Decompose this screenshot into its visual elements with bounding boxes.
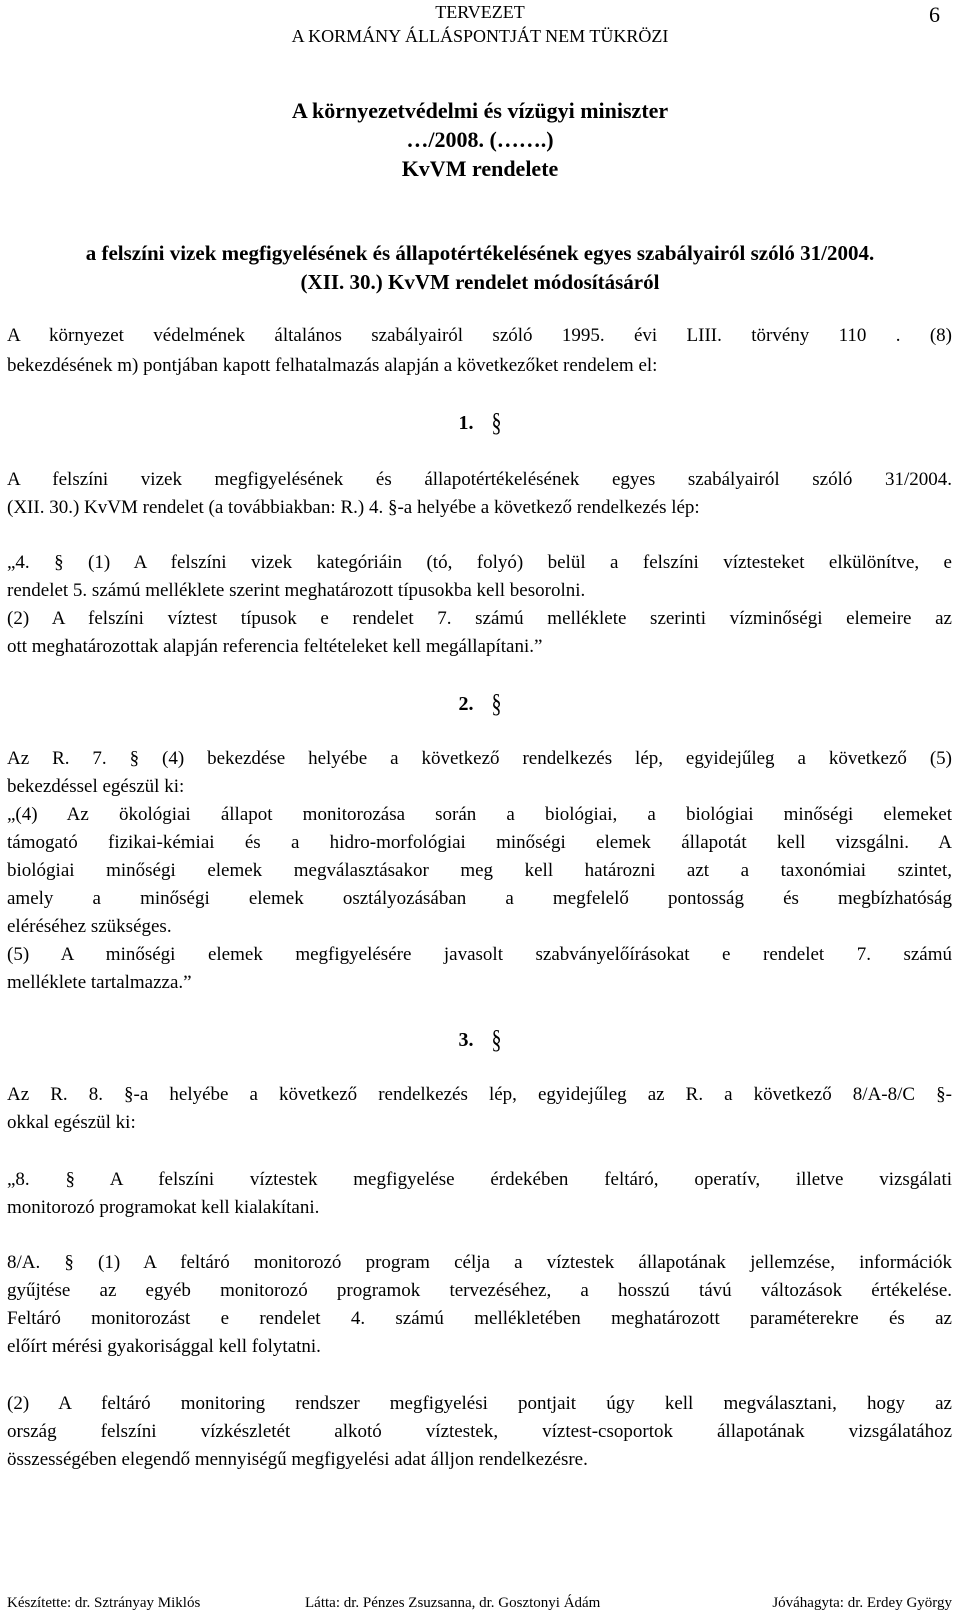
body-line: összességében elegendő mennyiségű megfigyelési adat álljon rendelkezésre. <box>7 1449 588 1470</box>
body-line: (XII. 30.) KvVM rendelet (a továbbiakban: R.) 4. §-a helyébe a következő rendelkezés lép: <box>7 497 700 518</box>
title-minister: A környezetvédelmi és vízügyi miniszter <box>291 98 669 123</box>
body-line: ország felszíni vízkészletét alkotó víztestek, víztest-csoportok állapotának vizsgálatához <box>7 1421 952 1442</box>
page-header <box>240 0 720 48</box>
body-line: ott meghatározottak alapján referencia feltételeket kell megállapítani.” <box>7 636 543 657</box>
subject-line-1: a felszíni vizek megfigyelésének és állapotértékelésének egyes szabályairól szóló 31/2004. <box>85 241 875 265</box>
subject-line-2: (XII. 30.) KvVM rendelet módosításáról <box>300 270 660 294</box>
section-symbol: § <box>491 689 502 719</box>
section-2-number: 2. <box>458 693 474 715</box>
preamble-line-2: bekezdésének m) pontjában kapott felhatalmazás alapján a következőket rendelem el: <box>7 355 658 376</box>
body-line: előírt mérési gyakorisággal kell folytatni. <box>7 1336 321 1357</box>
section-1-number: 1. <box>458 412 474 434</box>
footer-prepared-by: Készítette: dr. Sztrányay Miklós <box>7 1595 201 1611</box>
body-line: Az R. 7. § (4) bekezdése helyébe a következő rendelkezés lép, egyidejűleg a következő (5) <box>7 748 952 769</box>
body-line: A felszíni vizek megfigyelésének és állapotértékelésének egyes szabályairól szóló 31/2004. <box>7 469 952 490</box>
body-line: monitorozó programokat kell kialakítani. <box>7 1197 320 1218</box>
body-line: rendelet 5. számú melléklete szerint meghatározott típusokba kell besorolni. <box>7 580 586 601</box>
body-line: (5) A minőségi elemek megfigyelésére javasolt szabványelőírásokat e rendelet 7. számú <box>7 944 952 965</box>
header-draft-label: TERVEZET <box>435 2 525 22</box>
body-line: bekezdéssel egészül ki: <box>7 776 185 797</box>
body-line: eléréséhez szükséges. <box>7 916 172 937</box>
body-line: „(4) Az ökológiai állapot monitorozása során a biológiai, a biológiai minőségi elemeket <box>7 804 952 825</box>
title-number: …/2008. (…….) <box>406 127 554 152</box>
header-disclaimer: A KORMÁNY ÁLLÁSPONTJÁT NEM TÜKRÖZI <box>291 26 669 46</box>
footer-seen-by: Látta: dr. Pénzes Zsuzsanna, dr. Gosztonyi Ádám <box>305 1595 601 1611</box>
section-2-heading <box>0 690 960 718</box>
section-3-number: 3. <box>458 1029 474 1051</box>
body-line: „8. § A felszíni víztestek megfigyelése érdekében feltáró, operatív, illetve vizsgálati <box>7 1169 952 1190</box>
section-1-heading <box>0 409 960 437</box>
page-number: 6 <box>929 2 940 27</box>
body-line: biológiai minőségi elemek megválasztásakor meg kell határozni azt a taxonómiai szintet, <box>7 860 952 881</box>
footer-approved-by: Jóváhagyta: dr. Erdey György <box>772 1595 952 1611</box>
body-line: gyűjtése az egyéb monitorozó programok tervezéséhez, a hosszú távú változások értékelése. <box>7 1280 952 1301</box>
body-line: támogató fizikai-kémiai és a hidro-morfológiai minőségi elemek állapotát kell vizsgálni. A <box>7 832 952 853</box>
body-line: (2) A felszíni víztest típusok e rendelet 7. számú melléklete szerinti vízminőségi elemeire az <box>7 608 952 629</box>
body-line: okkal egészül ki: <box>7 1112 136 1133</box>
preamble-line-1: A környezet védelmének általános szabályairól szóló 1995. évi LIII. törvény 110 . (8) <box>7 325 952 346</box>
body-line: amely a minőségi elemek osztályozásában a megfelelő pontosság és megbízhatóság <box>7 888 952 909</box>
title-decree: KvVM rendelete <box>401 156 559 181</box>
body-line: (2) A feltáró monitoring rendszer megfigyelési pontjait úgy kell megválasztani, hogy az <box>7 1393 952 1414</box>
body-line: „4. § (1) A felszíni vizek kategóriáin (tó, folyó) belül a felszíni víztesteket elkülönítve, e <box>7 552 952 573</box>
body-line: melléklete tartalmazza.” <box>7 972 192 993</box>
body-line: Feltáró monitorozást e rendelet 4. számú mellékletében meghatározott paraméterekre és az <box>7 1308 952 1329</box>
body-line: 8/A. § (1) A feltáró monitorozó program célja a víztestek állapotának jellemzése, információk <box>7 1252 952 1273</box>
body-line: Az R. 8. §-a helyébe a következő rendelkezés lép, egyidejűleg az R. a következő 8/A-8/C §- <box>7 1084 952 1105</box>
section-3-heading <box>0 1026 960 1054</box>
section-symbol: § <box>491 408 502 438</box>
section-symbol: § <box>491 1025 502 1055</box>
